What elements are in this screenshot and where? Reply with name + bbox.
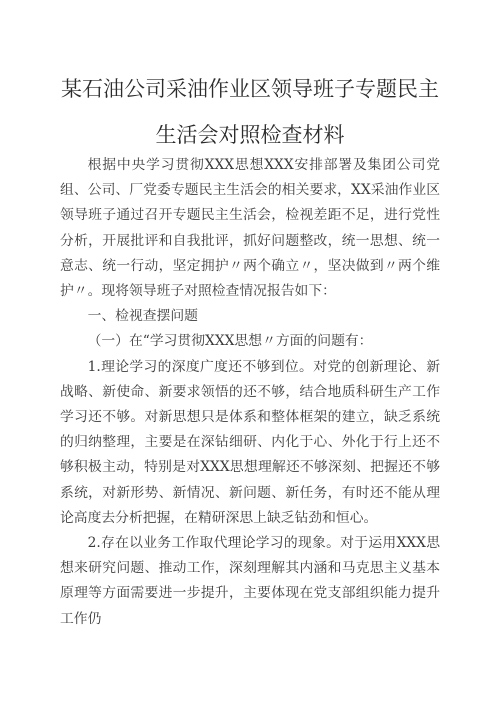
document-title-line-2: 生活会对照检查材料 bbox=[155, 123, 345, 147]
intro-paragraph: 根据中央学习贯彻XXX思想XXX安排部署及集团公司党组、公司、厂党委专题民主生活会的相关要求，XX采油作业区领导班子通过召开专题民主生活会，检视差距不足，进行党性分析，开展批评和自我批评，抓好问题整改，统一思想、统一意志、统一行动，坚定拥护〃两个确立〃，坚决做到〃两个维护〃。现将领导班子对照检查情况报告如下： bbox=[60, 157, 440, 300]
document-title-line-1: 某石油公司采油作业区领导班子专题民主 bbox=[61, 77, 439, 101]
document-body bbox=[60, 153, 440, 632]
item-paragraph-1: 1.理论学习的深度广度还不够到位。对党的创新理论、新战略、新使命、新要求领悟的还不够，结合地质科研生产工作学习还不够。对新思想只是体系和整体框架的建立，缺乏系统的归纳整理，主要是在深钻细研、内化于心、外化于行上还不够积极主动，特别是对XXX思想理解还不够深刻、把握还不够系统，对新形势、新情况、新问题、新任务，有时还不能从理论高度去分析把握，在精研深思上缺乏钻劲和恒心。 bbox=[60, 358, 440, 526]
section-heading-1: 一、检视查摆问题 bbox=[87, 308, 198, 325]
subsection-heading-1: （一）在“学习贯彻XXX思想〃方面的问题有： bbox=[87, 333, 373, 350]
item-paragraph-2: 2.存在以业务工作取代理论学习的现象。对于运用XXX思想来研究问题、推动工作，深刻理解其内涵和马克思主义基本原理等方面需要进一步提升，主要体现在党支部组织能力提升工作仍 bbox=[60, 535, 440, 627]
